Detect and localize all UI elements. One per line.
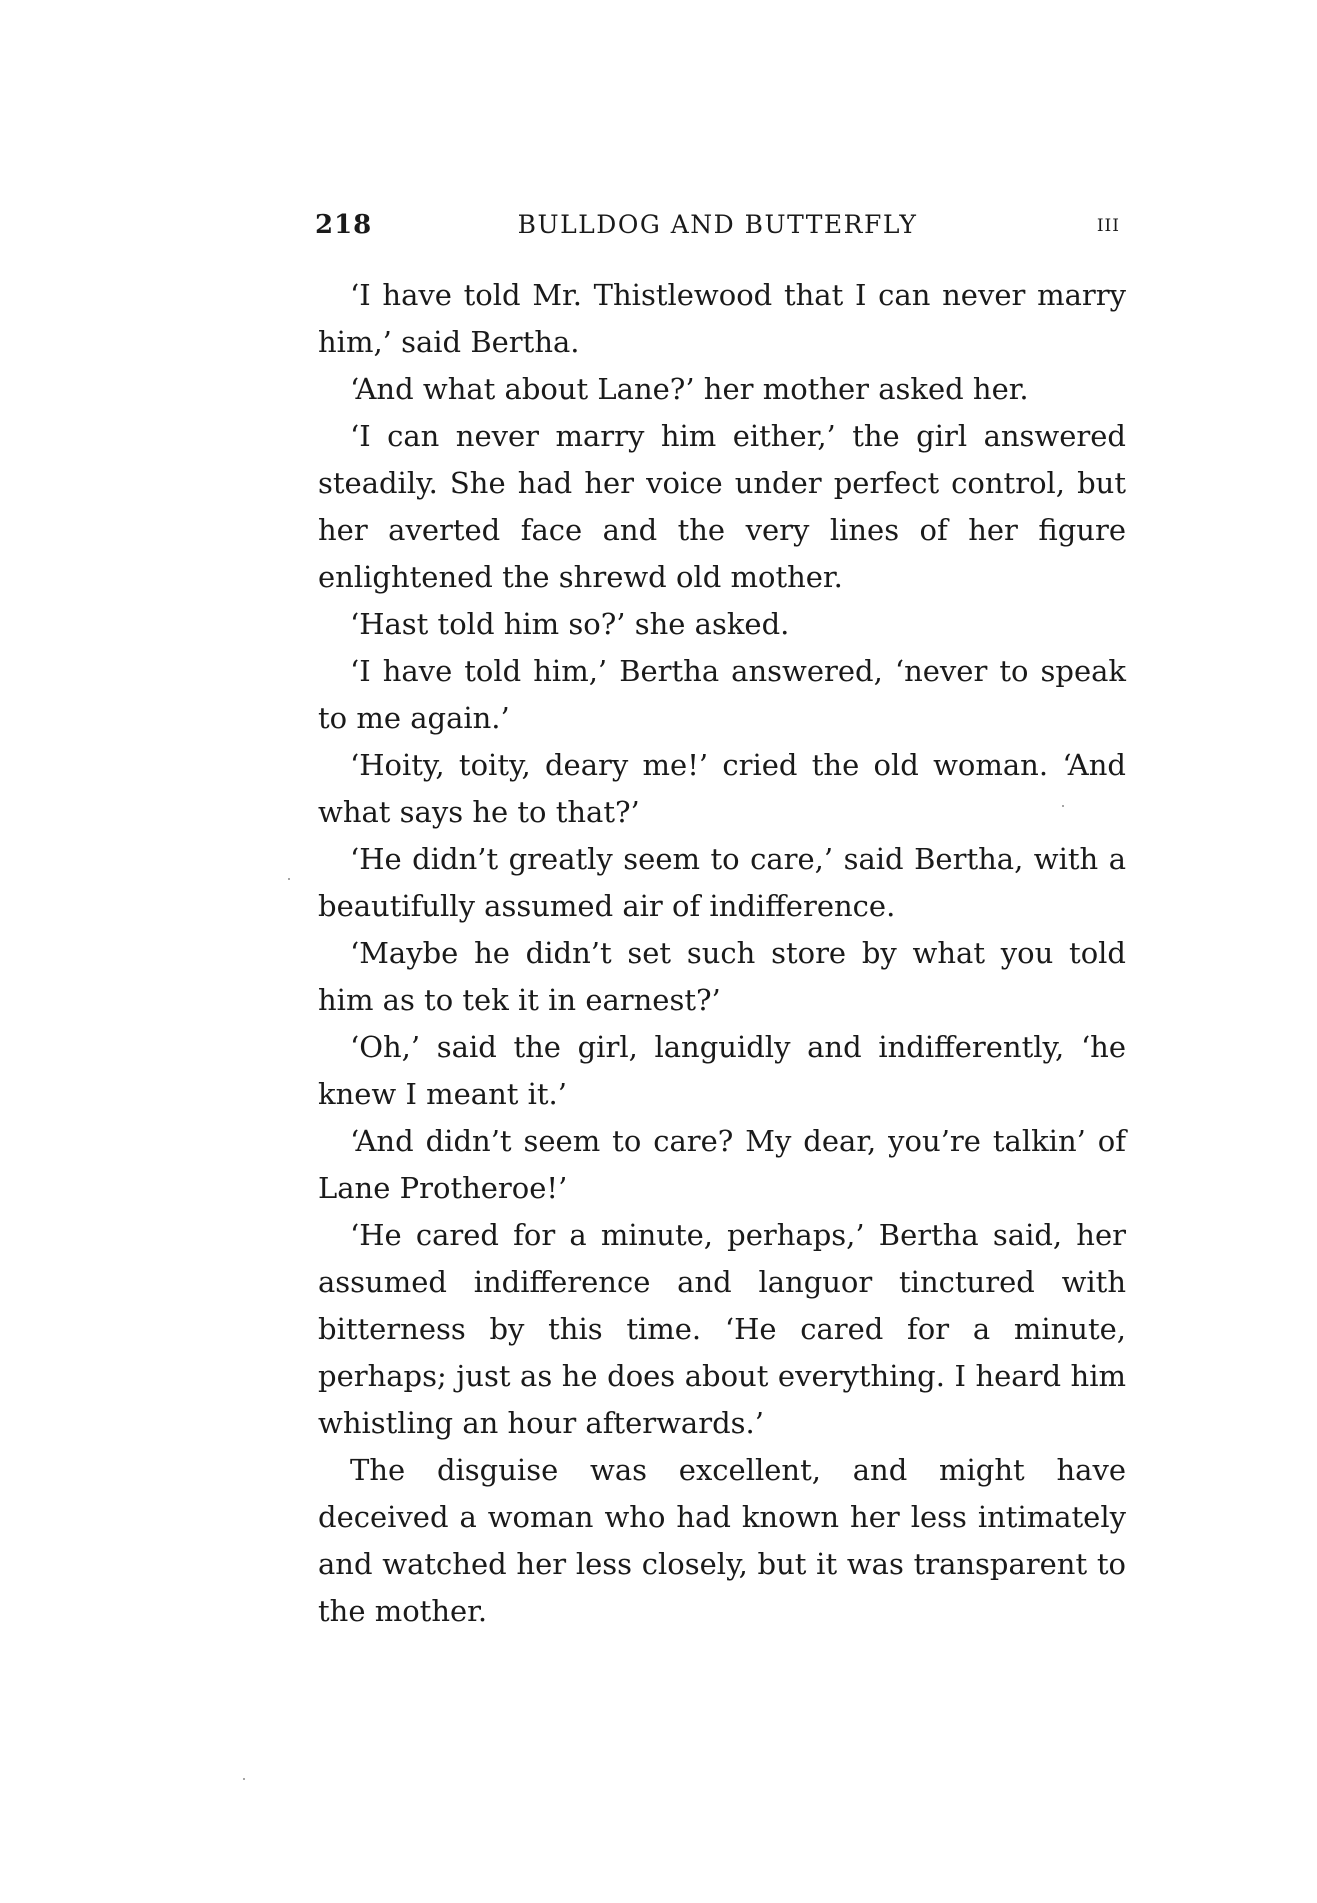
- paragraph: ‘He didn’t greatly seem to care,’ said Bertha, with a beautifully assumed air of indifference.: [318, 842, 1126, 923]
- paragraph: ‘And what about Lane?’ her mother asked her.: [350, 372, 1029, 406]
- paragraph: ‘Hoity, toity, deary me!’ cried the old woman. ‘And what says he to that?’: [318, 748, 1126, 829]
- paragraph: ‘I can never marry him either,’ the girl answered steadily. She had her voice under perfect control, but her averted face and the very lines of her figure enlightened the shrewd old mother.: [318, 419, 1126, 594]
- paragraph: The disguise was excellent, and might have deceived a woman who had known her less intimately and watched her less closely, but it was transparent to the mother.: [318, 1453, 1126, 1628]
- ink-speck: [288, 878, 290, 880]
- paragraph: ‘Oh,’ said the girl, languidly and indifferently, ‘he knew I meant it.’: [318, 1030, 1126, 1111]
- page-number: 218: [315, 210, 373, 240]
- page-header: [315, 210, 1120, 250]
- ink-speck: [243, 1778, 245, 1780]
- paragraph: ‘Hast told him so?’ she asked.: [350, 607, 790, 641]
- ink-speck: [1062, 805, 1064, 807]
- paragraph: ‘Maybe he didn’t set such store by what you told him as to tek it in earnest?’: [318, 936, 1126, 1017]
- paragraph: ‘I have told Mr. Thistlewood that I can never marry him,’ said Bertha.: [318, 278, 1126, 359]
- paragraph: ‘I have told him,’ Bertha answered, ‘never to speak to me again.’: [318, 654, 1126, 735]
- paragraph: ‘And didn’t seem to care? My dear, you’re talkin’ of Lane Protheroe!’: [318, 1124, 1126, 1205]
- running-title: BULLDOG AND BUTTERFLY: [517, 210, 918, 239]
- body-text: [318, 272, 1126, 1635]
- paragraph: ‘He cared for a minute, perhaps,’ Bertha said, her assumed indifference and languor tinctured with bitterness by this time. ‘He cared for a minute, perhaps; just as he does about everything. I heard him whistling an hour afterwards.’: [318, 1218, 1126, 1440]
- chapter-number: III: [1096, 216, 1120, 236]
